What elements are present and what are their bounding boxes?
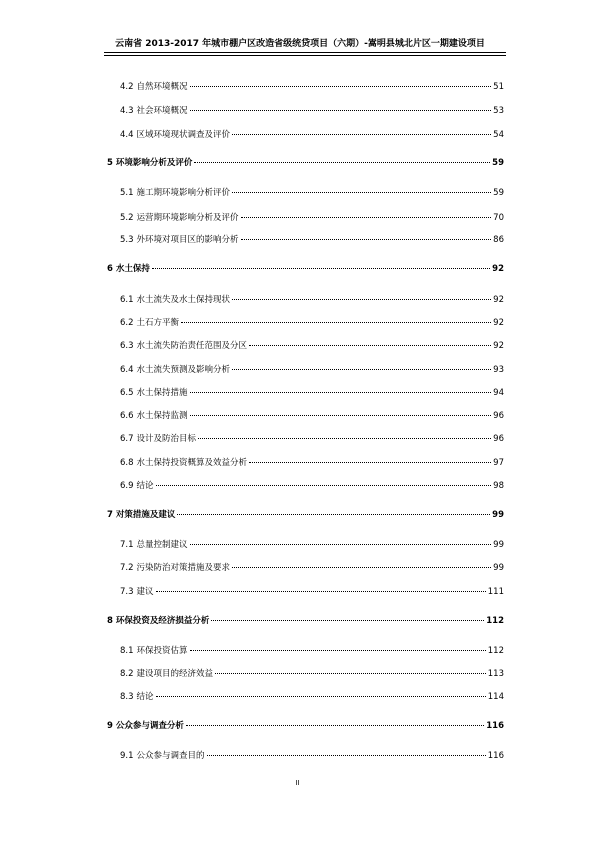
page-number: II: [295, 779, 300, 787]
toc-entry-page: 92: [493, 341, 504, 351]
toc-chapter-entry[interactable]: [107, 262, 504, 274]
toc-dot-leader: [249, 345, 491, 346]
toc-dot-leader: [241, 217, 492, 218]
toc-dot-leader: [232, 299, 491, 300]
toc-entry-page: 96: [493, 411, 504, 421]
toc-dot-leader: [249, 462, 491, 463]
toc-entry-title: 社会环境概况: [136, 106, 188, 116]
toc-chapter-entry[interactable]: [107, 614, 504, 626]
toc-dot-leader: [190, 415, 492, 416]
toc-entry-number: 5.3: [120, 235, 134, 245]
toc-dot-leader: [156, 485, 492, 486]
toc-entry-page: 96: [493, 434, 504, 444]
toc-section-entry[interactable]: [120, 128, 504, 140]
toc-dot-leader: [194, 162, 490, 163]
toc-section-entry[interactable]: [120, 80, 504, 92]
toc-dot-leader: [207, 755, 486, 756]
toc-dot-leader: [241, 239, 492, 240]
toc-section-entry[interactable]: [120, 104, 504, 116]
toc-dot-leader: [232, 192, 491, 193]
toc-entry-number: 4.2: [120, 82, 134, 92]
toc-entry-page: 99: [492, 510, 504, 520]
toc-entry-number: 5.2: [120, 213, 134, 223]
toc-entry-page: 116: [486, 721, 504, 731]
toc-entry-title: 土石方平衡: [136, 318, 180, 328]
toc-entry-title: 结论: [136, 692, 154, 702]
toc-entry-title: 水土流失预测及影响分析: [136, 365, 231, 375]
toc-entry-number: 8.2: [120, 669, 134, 679]
toc-entry-page: 92: [492, 264, 504, 274]
toc-entry-number: 6.3: [120, 341, 134, 351]
toc-section-entry[interactable]: [120, 749, 504, 761]
toc-section-entry[interactable]: [120, 585, 504, 597]
toc-dot-leader: [152, 268, 490, 269]
toc-dot-leader: [190, 544, 492, 545]
toc-entry-page: 111: [487, 587, 504, 597]
toc-entry-number: 8: [107, 616, 113, 626]
toc-entry-number: 6.1: [120, 295, 134, 305]
toc-section-entry[interactable]: [120, 561, 504, 573]
toc-dot-leader: [198, 438, 491, 439]
toc-entry-title: 污染防治对策措施及要求: [136, 563, 231, 573]
toc-entry-page: 99: [493, 540, 504, 550]
toc-dot-leader: [190, 110, 492, 111]
toc-entry-number: 6.4: [120, 365, 134, 375]
toc-entry-page: 86: [493, 235, 504, 245]
toc-entry-page: 113: [487, 669, 504, 679]
toc-entry-number: 8.1: [120, 646, 134, 656]
toc-entry-title: 水土流失及水土保持现状: [136, 295, 231, 305]
toc-entry-title: 外环境对项目区的影响分析: [136, 235, 239, 245]
toc-dot-leader: [186, 725, 484, 726]
toc-entry-number: 4.3: [120, 106, 134, 116]
toc-section-entry[interactable]: [120, 456, 504, 468]
toc-entry-number: 4.4: [120, 130, 134, 140]
toc-chapter-entry[interactable]: [107, 508, 504, 520]
toc-entry-title: 设计及防治目标: [136, 434, 197, 444]
toc-entry-page: 92: [493, 318, 504, 328]
toc-entry-title: 总量控制建议: [136, 540, 188, 550]
toc-entry-title: 建设项目的经济效益: [136, 669, 214, 679]
toc-entry-title: 运营期环境影响分析及评价: [136, 213, 239, 223]
toc-entry-page: 99: [493, 563, 504, 573]
toc-entry-number: 9.1: [120, 751, 134, 761]
toc-dot-leader: [190, 650, 486, 651]
toc-entry-number: 6.6: [120, 411, 134, 421]
toc-section-entry[interactable]: [120, 409, 504, 421]
toc-dot-leader: [190, 392, 492, 393]
toc-entry-number: 6.8: [120, 458, 134, 468]
toc-dot-leader: [232, 134, 491, 135]
toc-dot-leader: [232, 567, 491, 568]
toc-section-entry[interactable]: [120, 363, 504, 375]
toc-entry-number: 5: [107, 158, 113, 168]
toc-entry-title: 公众参与调查目的: [136, 751, 205, 761]
toc-entry-title: 水土流失防治责任范围及分区: [136, 341, 248, 351]
toc-entry-page: 112: [486, 616, 504, 626]
toc-entry-number: 6: [107, 264, 113, 274]
toc-entry-title: 结论: [136, 481, 154, 491]
toc-entry-number: 6.5: [120, 388, 134, 398]
toc-entry-page: 59: [493, 188, 504, 198]
toc-entry-page: 70: [493, 213, 504, 223]
toc-section-entry[interactable]: [120, 690, 504, 702]
toc-dot-leader: [156, 591, 486, 592]
toc-entry-number: 7.3: [120, 587, 134, 597]
toc-entry-page: 98: [493, 481, 504, 491]
toc-chapter-entry[interactable]: [107, 156, 504, 168]
toc-dot-leader: [215, 673, 486, 674]
toc-dot-leader: [181, 322, 491, 323]
toc-section-entry[interactable]: [120, 293, 504, 305]
toc-entry-title: 公众参与调查分析: [115, 721, 184, 731]
toc-entry-number: 7.2: [120, 563, 134, 573]
toc-dot-leader: [211, 620, 484, 621]
toc-entry-page: 59: [492, 158, 504, 168]
toc-section-entry[interactable]: [120, 211, 504, 223]
toc-section-entry[interactable]: [120, 667, 504, 679]
toc-entry-page: 112: [487, 646, 504, 656]
toc-entry-title: 环保投资估算: [136, 646, 188, 656]
toc-entry-title: 自然环境概况: [136, 82, 188, 92]
toc-entry-title: 施工期环境影响分析评价: [136, 188, 231, 198]
toc-entry-title: 水土保持: [115, 264, 150, 274]
toc-section-entry[interactable]: [120, 316, 504, 328]
toc-entry-title: 对策措施及建议: [115, 510, 176, 520]
toc-entry-page: 114: [487, 692, 504, 702]
toc-entry-number: 6.7: [120, 434, 134, 444]
header-title: 云南省 2013-2017 年城市棚户区改造省级统贷项目（六期）-嵩明县城北片区一期建设项目: [115, 39, 485, 49]
toc-entry-page: 116: [487, 751, 504, 761]
toc-section-entry[interactable]: [120, 644, 504, 656]
toc-section-entry[interactable]: [120, 432, 504, 444]
toc-entry-title: 建议: [136, 587, 154, 597]
toc-dot-leader: [177, 514, 490, 515]
toc-entry-number: 7.1: [120, 540, 134, 550]
toc-entry-page: 93: [493, 365, 504, 375]
toc-entry-title: 水土保持监测: [136, 411, 188, 421]
toc-section-entry[interactable]: [120, 538, 504, 550]
toc-entry-number: 9: [107, 721, 113, 731]
toc-entry-title: 水土保持措施: [136, 388, 188, 398]
toc-entry-page: 94: [493, 388, 504, 398]
toc-entry-page: 53: [493, 106, 504, 116]
toc-entry-page: 54: [493, 130, 504, 140]
toc-entry-title: 水土保持投资概算及效益分析: [136, 458, 248, 468]
toc-entry-title: 环保投资及经济损益分析: [115, 616, 210, 626]
toc-dot-leader: [190, 86, 492, 87]
toc-entry-title: 区域环境现状调查及评价: [136, 130, 231, 140]
toc-entry-number: 7: [107, 510, 113, 520]
toc-section-entry[interactable]: [120, 339, 504, 351]
toc-entry-number: 8.3: [120, 692, 134, 702]
toc-entry-page: 51: [493, 82, 504, 92]
toc-dot-leader: [232, 369, 491, 370]
toc-entry-title: 环境影响分析及评价: [115, 158, 193, 168]
toc-section-entry[interactable]: [120, 186, 504, 198]
toc-entry-page: 97: [493, 458, 504, 468]
toc-dot-leader: [156, 696, 486, 697]
toc-section-entry[interactable]: [120, 479, 504, 491]
toc-entry-number: 6.9: [120, 481, 134, 491]
toc-section-entry[interactable]: [120, 233, 504, 245]
toc-chapter-entry[interactable]: [107, 719, 504, 731]
toc-entry-number: 6.2: [120, 318, 134, 328]
toc-entry-number: 5.1: [120, 188, 134, 198]
toc-entry-page: 92: [493, 295, 504, 305]
toc-section-entry[interactable]: [120, 386, 504, 398]
